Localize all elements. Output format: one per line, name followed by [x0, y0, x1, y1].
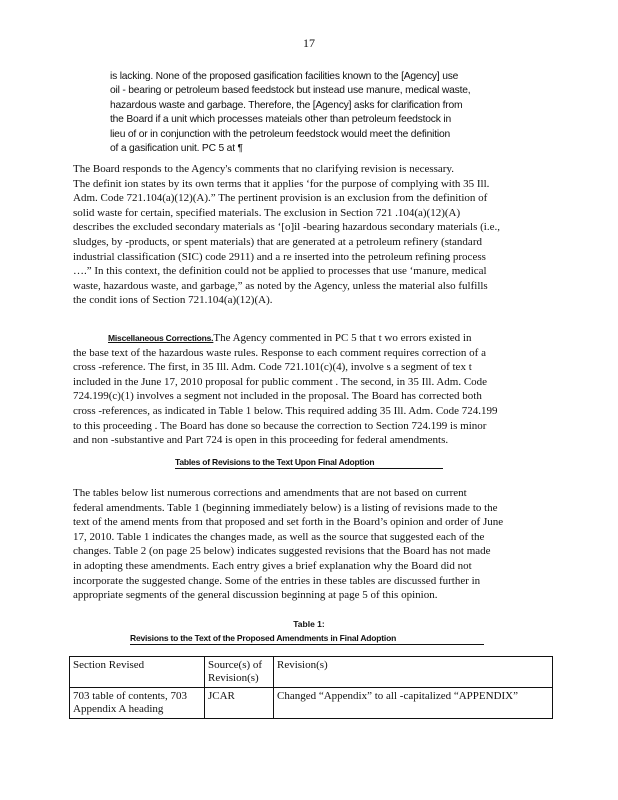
text-line: The tables below list numerous corrections and amendments that are not based on current	[73, 487, 467, 499]
text-line: cross -references, as indicated in Table 1 below. This required adding 35 Ill. Adm. Code 724.199	[73, 404, 498, 417]
text-line: ….” In this context, the definition could not be applied to processes that use ‘manure, medical	[73, 265, 487, 278]
quote-line: the Board if a unit which processes mateials other than petroleum feedstock in	[110, 114, 451, 126]
header-section-revised: Section Revised	[70, 657, 205, 688]
text-line: The Agency commented in PC 5 that t wo errors existed in	[213, 332, 472, 344]
text-line: solid waste for certain, specified materials. The exclusion in Section 721 .104(a)(12)(A)	[73, 206, 461, 219]
tables-of-revisions-heading: Tables of Revisions to the Text Upon Final Adoption	[175, 457, 443, 469]
table-row	[70, 688, 553, 719]
table-cell: JCAR	[205, 688, 274, 719]
header-sources: Source(s) of Revision(s)	[205, 657, 274, 688]
text-line: and non -substantive and Part 724 is open in this proceeding for federal amendments.	[73, 434, 449, 447]
quote-line: is lacking. None of the proposed gasification facilities known to the [Agency] use	[110, 71, 459, 82]
tables-intro-paragraph	[73, 486, 545, 603]
quote-line: oil - bearing or petroleum based feedstock but instead use manure, medical waste,	[110, 85, 471, 97]
text-line-first	[73, 331, 545, 346]
text-line: Adm. Code 721.104(a)(12)(A).” The pertinent provision is an exclusion from the definition of	[73, 192, 488, 205]
text-line: waste, hazardous waste, and garbage,” as noted by the Agency, unless the material also fulfills	[73, 279, 488, 292]
text-line: 17, 2010. Table 1 indicates the changes made, as well as the source that suggested each of the	[73, 530, 485, 543]
quote-line: of a gasification unit. PC 5 at ¶	[110, 143, 243, 155]
text-line: federal amendments. Table 1 (beginning immediately below) is a listing of revisions made to the	[73, 501, 498, 514]
text-line: to this proceeding . The Board has done so because the correction to Section 724.199 is minor	[73, 419, 487, 432]
board-response-paragraph	[73, 162, 545, 308]
block-quote	[110, 70, 522, 156]
revisions-table	[69, 656, 553, 719]
text-line: incorporate the suggested change. Some of the entries in these tables are discussed further in	[73, 574, 481, 587]
text-line: the condit ions of Section 721.104(a)(12)(A).	[73, 294, 273, 307]
text-line: appropriate segments of the general discussion beginning at page 5 of this opinion.	[73, 589, 438, 602]
table-title: Revisions to the Text of the Proposed Amendments in Final Adoption	[130, 633, 484, 645]
page-number: 17	[303, 36, 315, 50]
text-line: 724.199(c)(1) involves a segment not included in the proposal. The Board has corrected both	[73, 390, 482, 403]
text-line: changes. Table 2 (on page 25 below) indicates suggested revisions that the Board has not made	[73, 545, 491, 558]
text-line: describes the excluded secondary materials as ‘[o]il -bearing hazardous secondary materials (i.e.,	[73, 221, 500, 234]
text-line: text of the amend ments from that proposed and set forth in the Board’s opinion and order of June	[73, 516, 504, 529]
table-label: Table 1:	[293, 619, 325, 629]
quote-line: hazardous waste and garbage. Therefore, the [Agency] asks for clarification from	[110, 99, 463, 111]
text-line: industrial classification (SIC) code 2911) and a re inserted into the petroleum refining process	[73, 250, 486, 263]
text-line: included in the June 17, 2010 proposal for public comment . The second, in 35 Ill. Adm. Code	[73, 375, 488, 388]
text-line: cross -reference. The first, in 35 Ill. Adm. Code 721.101(c)(4), involve s a segment of tex t	[73, 361, 472, 374]
table-header-row	[70, 657, 553, 688]
text-line: the base text of the hazardous waste rules. Response to each comment requires correction of a	[73, 346, 486, 359]
text-line: sludges, by -products, or spent materials) that are generated at a petroleum refinery (standard	[73, 235, 482, 248]
miscellaneous-corrections-heading: Miscellaneous Corrections.	[108, 333, 214, 343]
table-cell: 703 table of contents, 703 Appendix A heading	[70, 688, 205, 719]
quote-line: lieu of or in conjunction with the petroleum feedstock would meet the definition	[110, 128, 451, 140]
header-revisions: Revision(s)	[274, 657, 553, 688]
text-line: in adopting these amendments. Each entry gives a brief explanation why the Board did not	[73, 559, 472, 572]
table-cell: Changed “Appendix” to all -capitalized “APPENDIX”	[274, 688, 553, 719]
miscellaneous-corrections-paragraph	[73, 331, 545, 448]
text-line: The definit ion states by its own terms that it applies ‘for the purpose of complying with 35 Ill.	[73, 177, 490, 190]
text-line: The Board responds to the Agency's comments that no clarifying revision is necessary.	[73, 163, 454, 175]
